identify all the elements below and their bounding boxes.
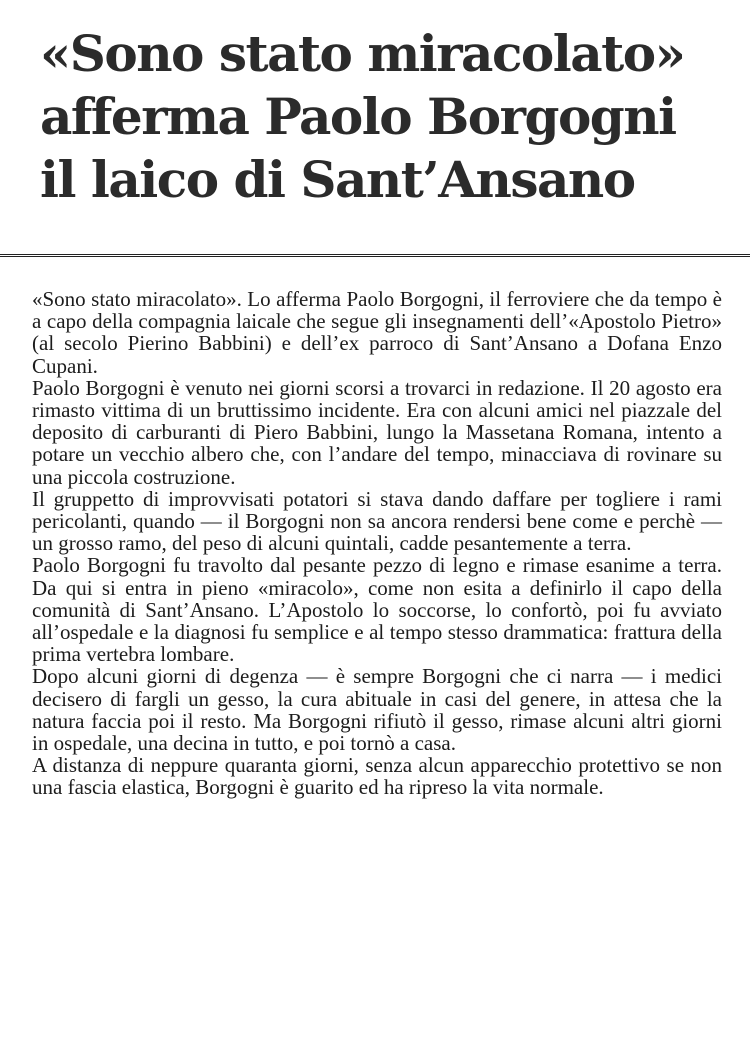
headline: [40, 22, 730, 211]
headline-line-1: «Sono stato miracolato»: [40, 24, 685, 83]
headline-line-2: afferma Paolo Borgogni: [40, 87, 676, 146]
article-paragraph: «Sono stato miracolato». Lo afferma Paolo Borgogni, il ferroviere che da tempo è a capo della compagnia laicale che segue gli insegnamenti dell’«Apostolo Pietro» (al secolo Pierino Babbini) e dell’ex parroco di Sant’Ansano a Dofana Enzo Cupani.: [32, 287, 722, 378]
article-body: [32, 288, 722, 799]
article-paragraph: Paolo Borgogni fu travolto dal pesante pezzo di legno e rimase esanime a terra. Da qui si entra in pieno «miracolo», come non esita a definirlo il capo della comunità di Sant’Ansano. L’Apostolo lo soccorse, lo confortò, poi fu avviato all’ospedale e la diagnosi fu semplice e al tempo stesso drammatica: frattura della prima vertebra lombare.: [32, 553, 722, 667]
article-paragraph: Paolo Borgogni è venuto nei giorni scorsi a trovarci in redazione. Il 20 agosto era rimasto vittima di un bruttissimo incidente. Era con alcuni amici nel piazzale del deposito di carburanti di Piero Babbini, lungo la Massetana Romana, intento a potare un vecchio albero che, con l’andare del tempo, minacciava di rovinare su una piccola costruzione.: [32, 375, 722, 489]
headline-divider: [0, 254, 750, 257]
article-paragraph: A distanza di neppure quaranta giorni, senza alcun apparecchio protettivo se non una fascia elastica, Borgogni è guarito ed ha ripreso la vita normale.: [32, 753, 722, 800]
article-paragraph: Il gruppetto di improvvisati potatori si stava dando daffare per togliere i rami pericolanti, quando — il Borgogni non sa ancora rendersi bene come e perchè — un grosso ramo, del peso di alcuni quintali, cadde pesantemente a terra.: [32, 486, 722, 556]
article-paragraph: Dopo alcuni giorni di degenza — è sempre Borgogni che ci narra — i medici decisero di fargli un gesso, la cura abituale in casi del genere, in attesa che la natura faccia poi il resto. Ma Borgogni rifiutò il gesso, rimase alcuni altri giorni in ospedale, una decina in tutto, e poi tornò a casa.: [32, 664, 722, 756]
headline-line-3: il laico di Sant’Ansano: [40, 150, 635, 209]
